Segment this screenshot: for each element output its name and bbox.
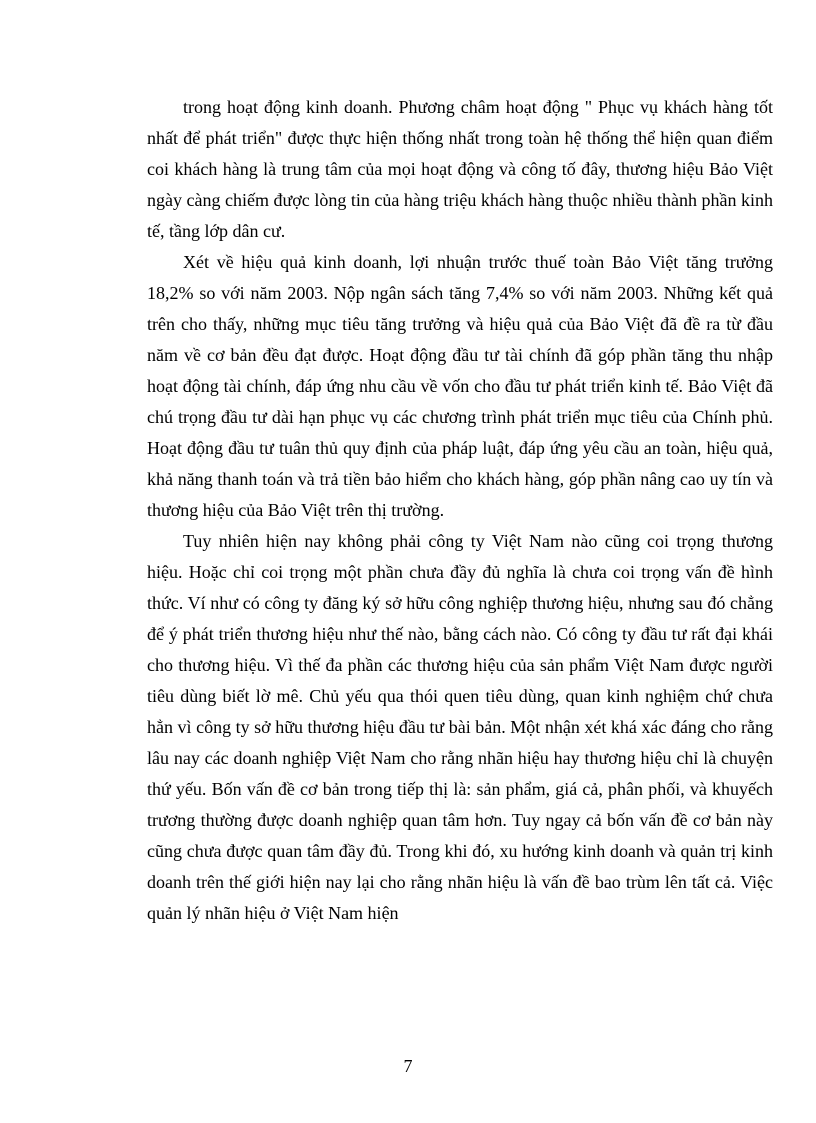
page-number: 7 [403, 1056, 413, 1076]
body-text [147, 92, 773, 929]
paragraph-1: trong hoạt động kinh doanh. Phương châm hoạt động " Phục vụ khách hàng tốt nhất để phát triển" được thực hiện thống nhất trong toàn hệ thống thể hiện quan điểm coi khách hàng là trung tâm của mọi hoạt động và công tố đây, thương hiệu Bảo Việt ngày càng chiếm được lòng tin của hàng triệu khách hàng thuộc nhiều thành phần kinh tế, tầng lớp dân cư. [147, 97, 773, 241]
paragraph-3: Tuy nhiên hiện nay không phải công ty Việt Nam nào cũng coi trọng thương hiệu. Hoặc chỉ coi trọng một phần chưa đầy đủ nghĩa là chưa coi trọng vấn đề hình thức. Ví như có công ty đăng ký sở hữu công nghiệp thương hiệu, nhưng sau đó chẳng để ý phát triển thương hiệu như thế nào, bằng cách nào. Có công ty đầu tư rất đại khái cho thương hiệu. Vì thế đa phần các thương hiệu của sản phẩm Việt Nam được người tiêu dùng biết lờ mê. Chủ yếu qua thói quen tiêu dùng, quan kinh nghiệm chứ chưa hẳn vì công ty sở hữu thương hiệu đầu tư bài bản. Một nhận xét khá xác đáng cho rằng lâu nay các doanh nghiệp Việt Nam cho rằng nhãn hiệu hay thương hiệu chỉ là chuyện thứ yếu. Bốn vấn đề cơ bản trong tiếp thị là: sản phẩm, giá cả, phân phối, và khuyếch trương thường được doanh nghiệp quan tâm hơn. Tuy ngay cả bốn vấn đề cơ bản này cũng chưa được quan tâm đầy đủ. Trong khi đó, xu hướng kinh doanh và quản trị kinh doanh trên thế giới hiện nay lại cho rằng nhãn hiệu là vấn đề bao trùm lên tất cả. Việc quản lý nhãn hiệu ở Việt Nam hiện [147, 531, 773, 923]
paragraph-2: Xét về hiệu quả kinh doanh, lợi nhuận trước thuế toàn Bảo Việt tăng trưởng 18,2% so với năm 2003. Nộp ngân sách tăng 7,4% so với năm 2003. Những kết quả trên cho thấy, những mục tiêu tăng trưởng và hiệu quả của Bảo Việt đã đề ra từ đầu năm về cơ bản đều đạt được. Hoạt động đầu tư tài chính đã góp phần tăng thu nhập hoạt động tài chính, đáp ứng nhu cầu về vốn cho đầu tư phát triển kinh tế. Bảo Việt đã chú trọng đầu tư dài hạn phục vụ các chương trình phát triển mục tiêu của Chính phủ. Hoạt động đầu tư tuân thủ quy định của pháp luật, đáp ứng yêu cầu an toàn, hiệu quả, khả năng thanh toán và trả tiền bảo hiểm cho khách hàng, góp phần nâng cao uy tín và thương hiệu của Bảo Việt trên thị trường. [147, 252, 773, 520]
